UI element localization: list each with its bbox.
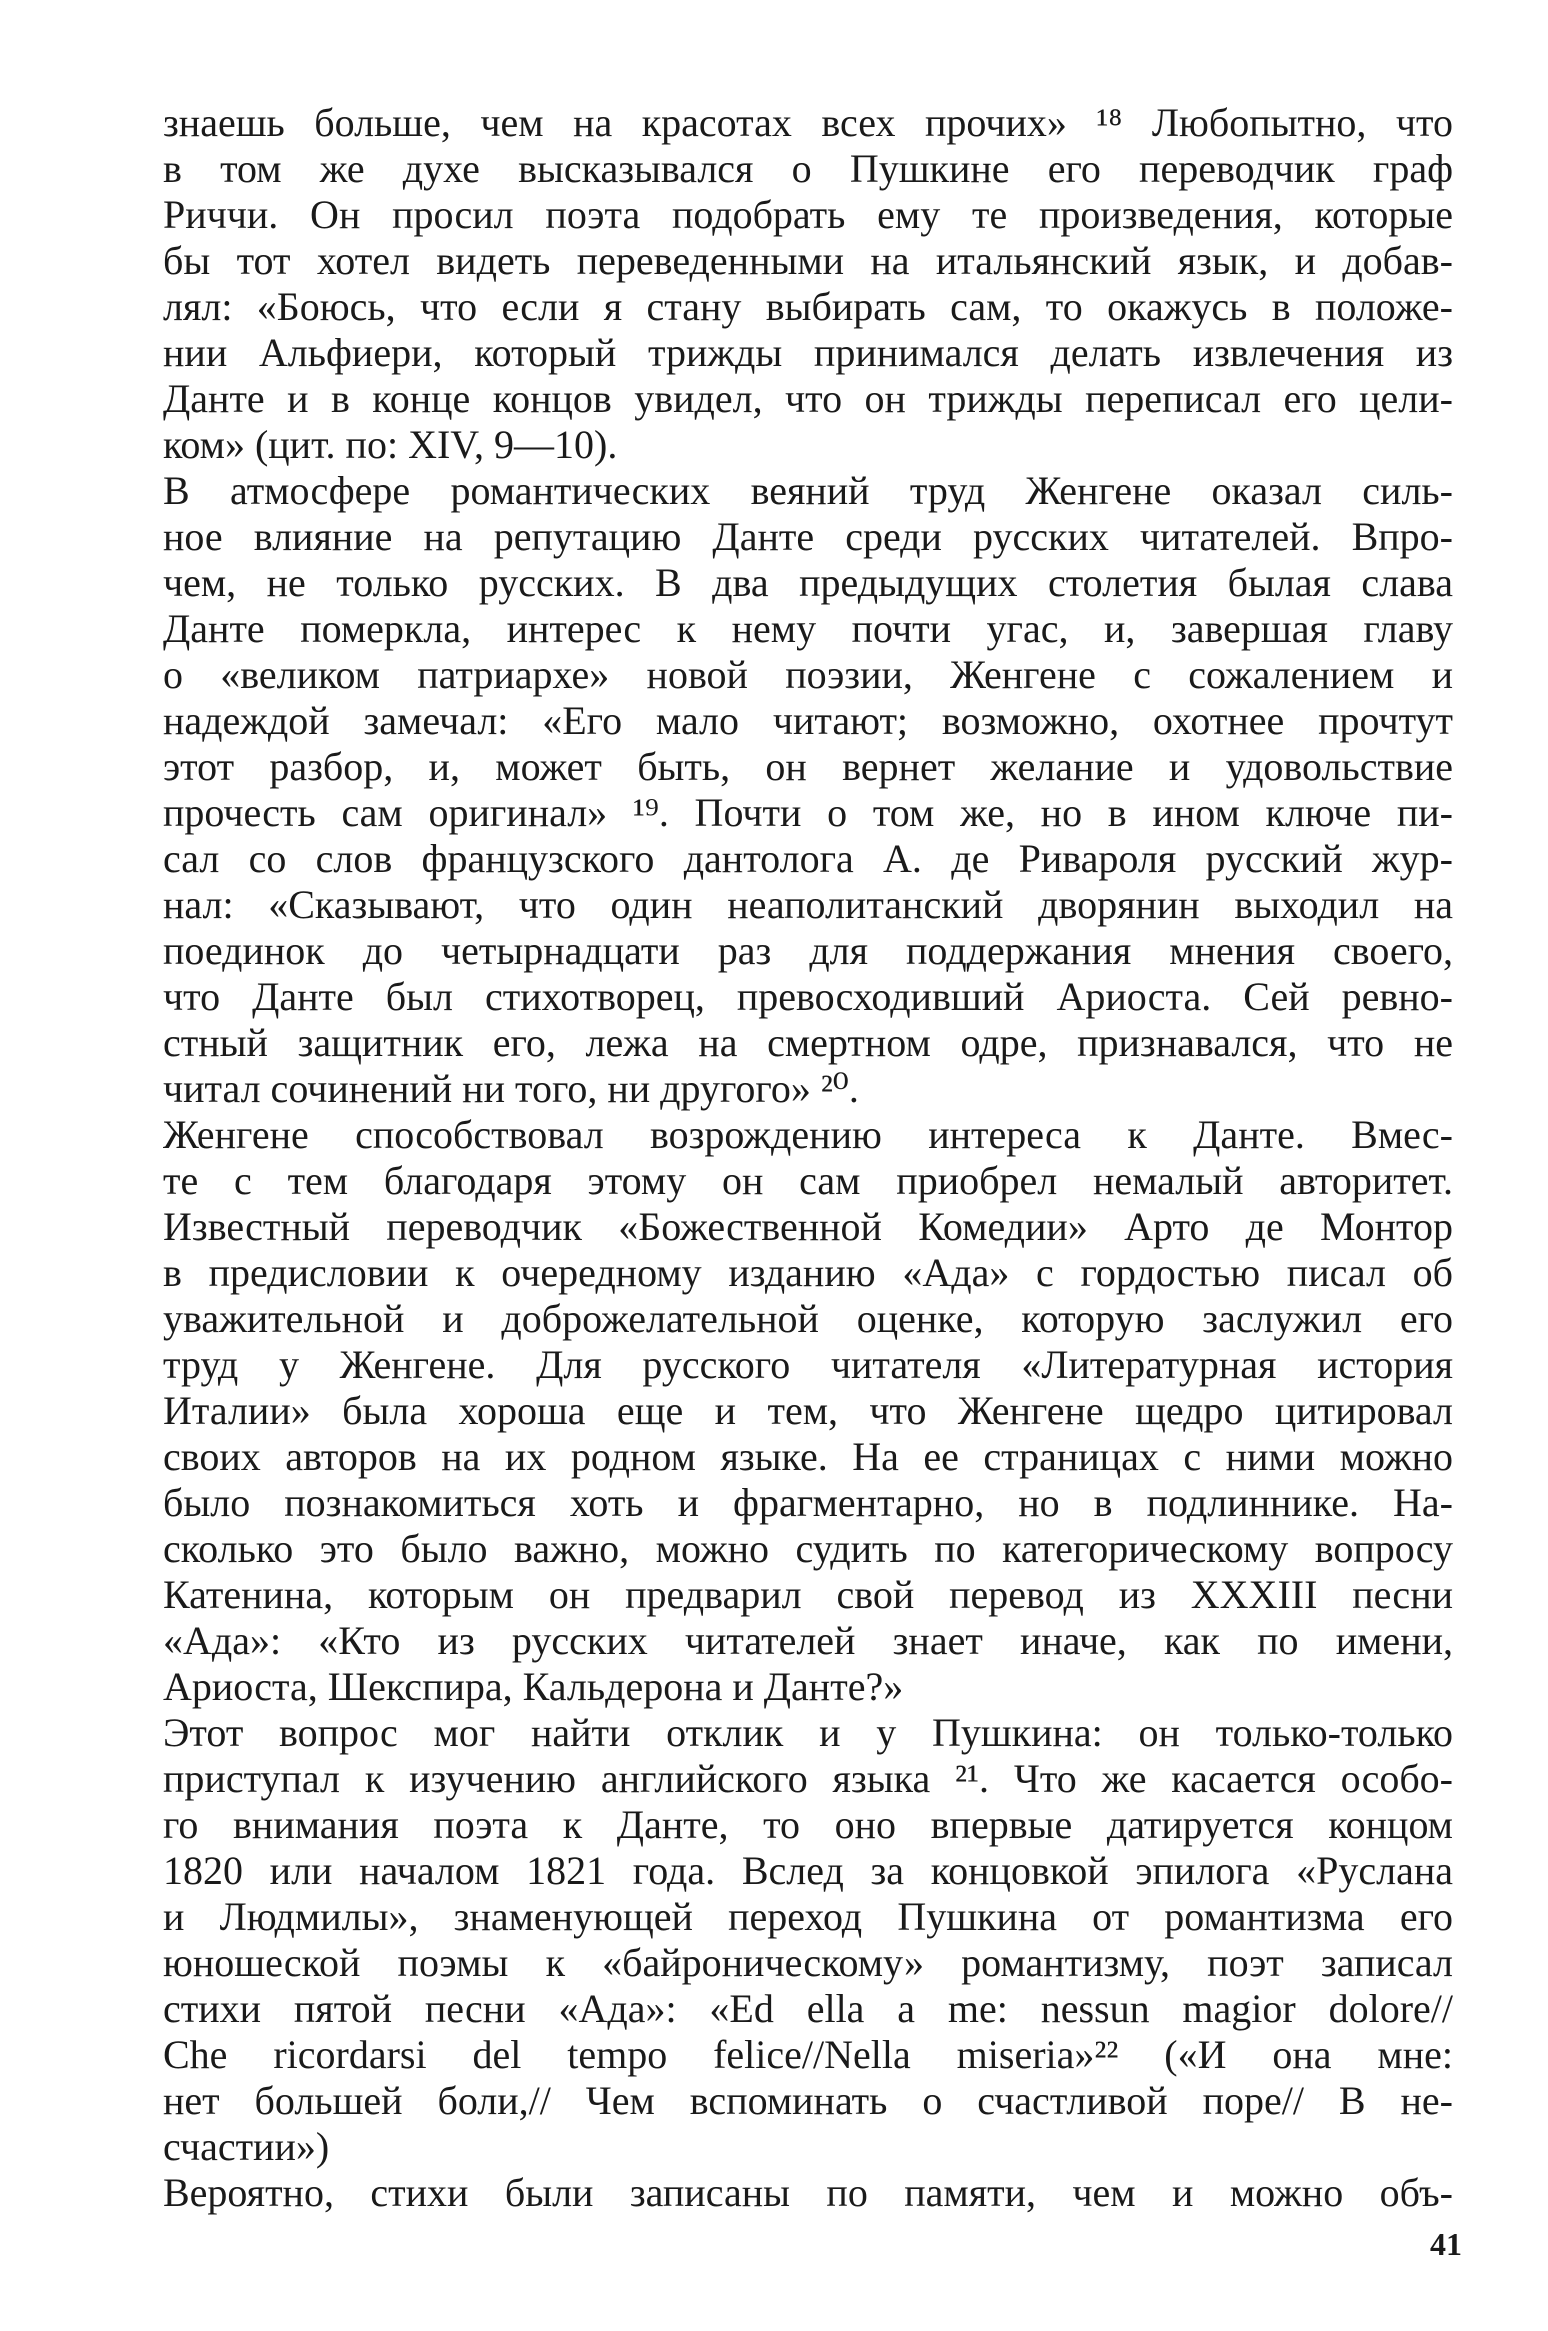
text-line: Данте померкла, интерес к нему почти угас, и, завершая главу (163, 606, 1453, 651)
text-line: было познакомиться хоть и фрагментарно, но в подлиннике. На- (163, 1480, 1453, 1525)
text-line: бы тот хотел видеть переведенными на итальянский язык, и добав- (163, 238, 1453, 283)
text-line: Che ricordarsi del tempo felice//Nella miseria»²² («И она мне: (163, 2032, 1453, 2077)
text-line: нет большей боли,// Чем вспоминать о счастливой поре// В не- (163, 2078, 1453, 2123)
text-line: Италии» была хороша еще и тем, что Женгене щедро цитировал (163, 1388, 1453, 1433)
text-line: ное влияние на репутацию Данте среди русских читателей. Впро- (163, 514, 1453, 559)
text-line: ком» (цит. по: XIV, 9—10). (163, 422, 618, 467)
text-line: В атмосфере романтических веяний труд Женгене оказал силь- (163, 468, 1453, 513)
text-line: «Ада»: «Кто из русских читателей знает иначе, как по имени, (163, 1618, 1453, 1663)
text-line: Данте и в конце концов увидел, что он трижды переписал его цели- (163, 376, 1453, 421)
text-line: сал со слов французского дантолога А. де Ривароля русский жур- (163, 836, 1453, 881)
text-line: Катенина, которым он предварил свой перевод из XXXIII песни (163, 1572, 1453, 1617)
page-number: 41 (1430, 2226, 1462, 2262)
text-line: чем, не только русских. В два предыдущих столетия былая слава (163, 560, 1453, 605)
text-line: труд у Женгене. Для русского читателя «Литературная история (163, 1342, 1453, 1387)
text-line: читал сочинений ни того, ни другого» ²⁰. (163, 1066, 859, 1111)
text-line: Женгене способствовал возрождению интереса к Данте. Вмес- (163, 1112, 1453, 1157)
text-line: уважительной и доброжелательной оценке, которую заслужил его (163, 1296, 1453, 1341)
text-line: нал: «Сказывают, что один неаполитанский дворянин выходил на (163, 882, 1453, 927)
text-line: сколько это было важно, можно судить по категорическому вопросу (163, 1526, 1453, 1571)
text-line: что Данте был стихотворец, превосходивший Ариоста. Сей ревно- (163, 974, 1453, 1019)
text-line: Вероятно, стихи были записаны по памяти, чем и можно объ- (163, 2170, 1453, 2215)
text-line: стихи пятой песни «Ада»: «Ed ella a me: nessun magior dolore// (163, 1986, 1453, 2031)
text-line: поединок до четырнадцати раз для поддержания мнения своего, (163, 928, 1453, 973)
text-line: о «великом патриархе» новой поэзии, Женгене с сожалением и (163, 652, 1453, 697)
text-line: 1820 или началом 1821 года. Вслед за концовкой эпилога «Руслана (163, 1848, 1453, 1893)
text-line: Риччи. Он просил поэта подобрать ему те произведения, которые (163, 192, 1453, 237)
text-line: приступал к изучению английского языка ²¹. Что же касается особо- (163, 1756, 1453, 1801)
text-line: те с тем благодаря этому он сам приобрел немалый авторитет. (163, 1158, 1453, 1203)
text-line: в том же духе высказывался о Пушкине его переводчик граф (163, 146, 1453, 191)
text-line: счастии») (163, 2124, 330, 2169)
text-line: прочесть сам оригинал» ¹⁹. Почти о том же, но в ином ключе пи- (163, 790, 1453, 835)
text-line: стный защитник его, лежа на смертном одре, признавался, что не (163, 1020, 1453, 1065)
text-line: знаешь больше, чем на красотах всех прочих» ¹⁸ Любопытно, что (163, 100, 1453, 145)
text-line: лял: «Боюсь, что если я стану выбирать сам, то окажусь в положе- (163, 284, 1453, 329)
text-line: надеждой замечал: «Его мало читают; возможно, охотнее прочтут (163, 698, 1453, 743)
text-line: го внимания поэта к Данте, то оно впервые датируется концом (163, 1802, 1453, 1847)
text-line: юношеской поэмы к «байроническому» романтизму, поэт записал (163, 1940, 1453, 1985)
text-line: этот разбор, и, может быть, он вернет желание и удовольствие (163, 744, 1453, 789)
text-line: нии Альфиери, который трижды принимался делать извлечения из (163, 330, 1453, 375)
text-line: Этот вопрос мог найти отклик и у Пушкина: он только-только (163, 1710, 1453, 1755)
text-line: Ариоста, Шекспира, Кальдерона и Данте?» (163, 1664, 904, 1709)
text-line: и Людмилы», знаменующей переход Пушкина от романтизма его (163, 1894, 1453, 1939)
text-line: Известный переводчик «Божественной Комедии» Арто де Монтор (163, 1204, 1453, 1249)
text-line: своих авторов на их родном языке. На ее страницах с ними можно (163, 1434, 1453, 1479)
text-line: в предисловии к очередному изданию «Ада» с гордостью писал об (163, 1250, 1453, 1295)
